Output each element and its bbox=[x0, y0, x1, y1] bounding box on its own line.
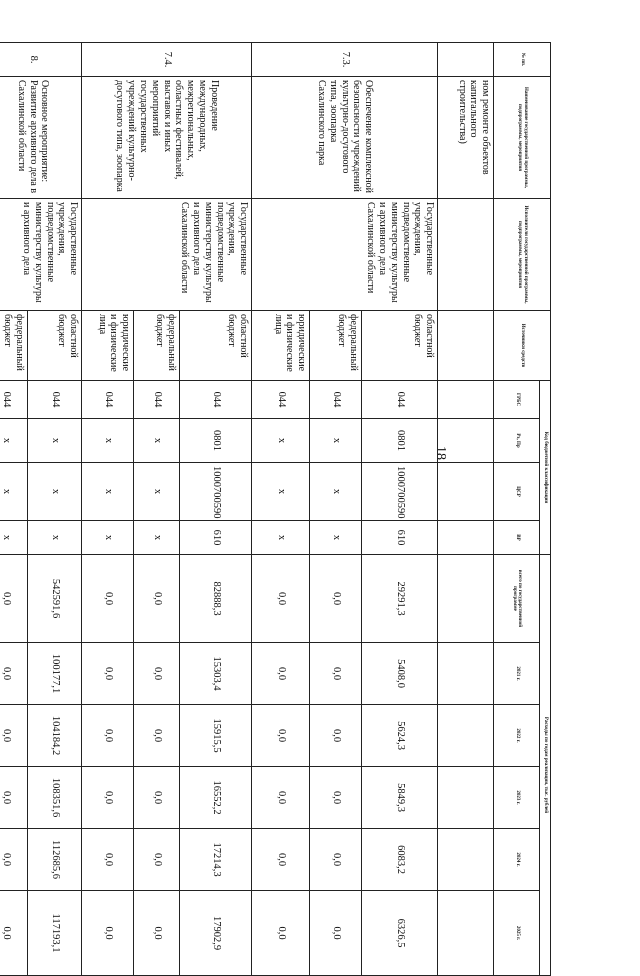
row-total: 0,0 bbox=[134, 555, 180, 643]
row-2023: 5849,3 bbox=[362, 767, 438, 829]
header-2022: 2022 г. bbox=[494, 705, 540, 767]
row-2024: 0,0 bbox=[310, 829, 362, 891]
row-2023: 108351,6 bbox=[28, 767, 82, 829]
row-2022: 0,0 bbox=[0, 705, 28, 767]
row-2024: 0,0 bbox=[252, 829, 310, 891]
row-vr: x bbox=[310, 521, 362, 555]
row-csr: 1000700590 bbox=[180, 463, 252, 521]
row-rzpr: x bbox=[82, 419, 134, 463]
row-2021: 100177,1 bbox=[28, 643, 82, 705]
header-name: Наименование государственной программы, подпрограммы, мероприятия bbox=[494, 77, 551, 199]
row-source: федеральный бюджет bbox=[0, 311, 28, 381]
row-executor: Государственные учреждения, подведомственные министерству культуры и архивного дела Сахалинской области bbox=[82, 199, 252, 311]
header-2021: 2021 г. bbox=[494, 643, 540, 705]
row-rzpr: x bbox=[252, 419, 310, 463]
row-2024: 0,0 bbox=[82, 829, 134, 891]
row-grbs: 044 bbox=[310, 381, 362, 419]
row-2025: 117193,1 bbox=[28, 891, 82, 976]
row-vr: x bbox=[134, 521, 180, 555]
row-name: Проведение международных, межрегиональных, областных фестивалей, выставок и иных мероприятий государственных учреждений культурно-досугового типа, зоопарка bbox=[82, 77, 252, 199]
row-name: Обеспечение комплексной безопасности учреждений культурно-досугового типа, зоопарка Сахалинского парка bbox=[252, 77, 438, 199]
row-grbs: 044 bbox=[180, 381, 252, 419]
row-2021: 0,0 bbox=[82, 643, 134, 705]
row-csr: x bbox=[82, 463, 134, 521]
row-number: 7.4. bbox=[82, 43, 252, 77]
row-2023: 0,0 bbox=[0, 767, 28, 829]
row-2023: 0,0 bbox=[82, 767, 134, 829]
row-2021: 0,0 bbox=[134, 643, 180, 705]
row-2025: 0,0 bbox=[0, 891, 28, 976]
row-2025: 6326,5 bbox=[362, 891, 438, 976]
row-name: Основное мероприятие: Развитие архивного дела в Сахалинской области bbox=[0, 77, 82, 199]
row-2022: 104184,2 bbox=[28, 705, 82, 767]
row-total: 0,0 bbox=[252, 555, 310, 643]
row-grbs: 044 bbox=[82, 381, 134, 419]
row-total: 0,0 bbox=[0, 555, 28, 643]
header-expenses-group: Расходы по годам реализации, тыс. рублей bbox=[540, 555, 551, 976]
row-2021: 15303,4 bbox=[180, 643, 252, 705]
row-2025: 0,0 bbox=[252, 891, 310, 976]
header-2025: 2025 г. bbox=[494, 891, 540, 976]
row-grbs: 044 bbox=[252, 381, 310, 419]
row-2025: 17902,9 bbox=[180, 891, 252, 976]
carry-over-row bbox=[438, 43, 494, 976]
rotated-table-container bbox=[0, 42, 551, 953]
row-total: 542591,6 bbox=[28, 555, 82, 643]
carry-num bbox=[438, 43, 494, 77]
row-grbs: 044 bbox=[0, 381, 28, 419]
row-executor: Государственные учреждения, подведомственные министерству культуры и архивного дела bbox=[0, 199, 82, 311]
row-2023: 0,0 bbox=[310, 767, 362, 829]
header-rzpr: Рз, Пр bbox=[494, 419, 540, 463]
row-2022: 0,0 bbox=[252, 705, 310, 767]
row-rzpr: x bbox=[310, 419, 362, 463]
budget-table bbox=[0, 42, 551, 976]
row-csr: 1000700590 bbox=[362, 463, 438, 521]
header-vr: ВР bbox=[494, 521, 540, 555]
row-rzpr: 0801 bbox=[180, 419, 252, 463]
row-2024: 6083,2 bbox=[362, 829, 438, 891]
row-2021: 5408,0 bbox=[362, 643, 438, 705]
row-rzpr: x bbox=[0, 419, 28, 463]
row-vr: 610 bbox=[362, 521, 438, 555]
row-grbs: 044 bbox=[362, 381, 438, 419]
row-csr: x bbox=[310, 463, 362, 521]
row-2025: 0,0 bbox=[310, 891, 362, 976]
row-2022: 15915,5 bbox=[180, 705, 252, 767]
row-executor: Государственные учреждения, подведомственные министерству культуры и архивного дела Сахалинской области bbox=[252, 199, 438, 311]
row-2024: 112685,6 bbox=[28, 829, 82, 891]
header-source: Источники средств bbox=[494, 311, 551, 381]
header-num: № пп. bbox=[494, 43, 551, 77]
row-source: областной бюджет bbox=[180, 311, 252, 381]
row-2023: 16552,2 bbox=[180, 767, 252, 829]
row-2021: 0,0 bbox=[0, 643, 28, 705]
header-kbk-group: Код бюджетной классификации bbox=[540, 381, 551, 555]
row-grbs: 044 bbox=[28, 381, 82, 419]
row-2024: 0,0 bbox=[0, 829, 28, 891]
row-2024: 17214,3 bbox=[180, 829, 252, 891]
table-row bbox=[28, 43, 82, 976]
row-grbs: 044 bbox=[134, 381, 180, 419]
row-source: областной бюджет bbox=[362, 311, 438, 381]
row-csr: x bbox=[0, 463, 28, 521]
row-total: 82888,3 bbox=[180, 555, 252, 643]
row-csr: x bbox=[28, 463, 82, 521]
row-2022: 0,0 bbox=[310, 705, 362, 767]
row-rzpr: x bbox=[28, 419, 82, 463]
row-rzpr: 0801 bbox=[362, 419, 438, 463]
row-total: 29291,3 bbox=[362, 555, 438, 643]
row-vr: 610 bbox=[180, 521, 252, 555]
header-row-1 bbox=[540, 43, 551, 976]
header-2024: 2024 г. bbox=[494, 829, 540, 891]
row-vr: x bbox=[0, 521, 28, 555]
row-rzpr: x bbox=[134, 419, 180, 463]
row-2024: 0,0 bbox=[134, 829, 180, 891]
row-2023: 0,0 bbox=[134, 767, 180, 829]
table-row bbox=[362, 43, 438, 976]
row-2023: 0,0 bbox=[252, 767, 310, 829]
row-number: 8. bbox=[0, 43, 82, 77]
row-2022: 0,0 bbox=[82, 705, 134, 767]
row-number: 7.3. bbox=[252, 43, 438, 77]
row-source: областной бюджет bbox=[28, 311, 82, 381]
header-total: всего по государственной программе bbox=[494, 555, 540, 643]
row-csr: x bbox=[134, 463, 180, 521]
row-2025: 0,0 bbox=[82, 891, 134, 976]
row-vr: x bbox=[252, 521, 310, 555]
row-2022: 0,0 bbox=[134, 705, 180, 767]
header-grbs: ГРБС bbox=[494, 381, 540, 419]
row-total: 0,0 bbox=[82, 555, 134, 643]
row-csr: x bbox=[252, 463, 310, 521]
row-vr: x bbox=[82, 521, 134, 555]
row-2022: 5624,3 bbox=[362, 705, 438, 767]
row-total: 0,0 bbox=[310, 555, 362, 643]
row-vr: x bbox=[28, 521, 82, 555]
row-source: федеральный бюджет bbox=[310, 311, 362, 381]
row-2021: 0,0 bbox=[310, 643, 362, 705]
row-source: юридические и физические лица bbox=[252, 311, 310, 381]
row-source: юридические и физические лица bbox=[82, 311, 134, 381]
row-source: федеральный бюджет bbox=[134, 311, 180, 381]
page-number: 18 bbox=[433, 446, 448, 460]
header-csr: ЦСР bbox=[494, 463, 540, 521]
table-row bbox=[180, 43, 252, 976]
header-executor: Исполнители государственной программы, подпрограммы, мероприятия bbox=[494, 199, 551, 311]
header-2023: 2023 г. bbox=[494, 767, 540, 829]
row-2025: 0,0 bbox=[134, 891, 180, 976]
carry-name: ном ремонте объектов капитального строительства) bbox=[438, 77, 494, 199]
row-2021: 0,0 bbox=[252, 643, 310, 705]
